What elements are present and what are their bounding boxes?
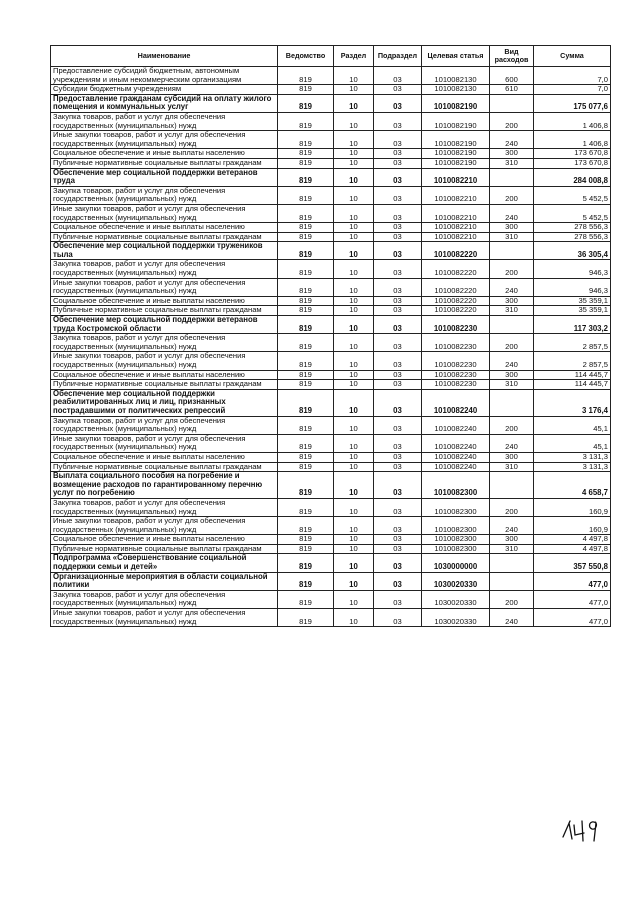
header-amount: Сумма — [534, 46, 611, 67]
cell-target: 1010082300 — [422, 517, 490, 535]
cell-amount: 3 176,4 — [534, 389, 611, 416]
cell-subsection: 03 — [374, 204, 422, 222]
cell-exp-type — [490, 316, 534, 334]
table-row — [51, 94, 611, 112]
cell-exp-type — [490, 242, 534, 260]
cell-name: Иные закупки товаров, работ и услуг для обеспечения государственных (муниципальных) нужд — [51, 352, 278, 370]
cell-amount: 3 131,3 — [534, 462, 611, 472]
cell-amount: 4 497,8 — [534, 544, 611, 554]
cell-target: 1010082190 — [422, 158, 490, 168]
cell-target: 1010082130 — [422, 67, 490, 85]
cell-amount: 45,1 — [534, 416, 611, 434]
cell-name: Обеспечение мер социальной поддержки ветеранов труда — [51, 168, 278, 186]
cell-exp-type: 200 — [490, 112, 534, 130]
header-dept: Ведомство — [278, 46, 334, 67]
cell-exp-type — [490, 168, 534, 186]
table-row — [51, 452, 611, 462]
cell-amount: 2 857,5 — [534, 334, 611, 352]
cell-section: 10 — [334, 186, 374, 204]
cell-name: Социальное обеспечение и иные выплаты населению — [51, 535, 278, 545]
cell-target: 1010082230 — [422, 370, 490, 380]
header-target: Целевая статья — [422, 46, 490, 67]
cell-dept: 819 — [278, 85, 334, 95]
cell-subsection: 03 — [374, 517, 422, 535]
cell-section: 10 — [334, 544, 374, 554]
cell-section: 10 — [334, 370, 374, 380]
cell-dept: 819 — [278, 554, 334, 572]
table-row — [51, 158, 611, 168]
table-row — [51, 131, 611, 149]
cell-name: Закупка товаров, работ и услуг для обеспечения государственных (муниципальных) нужд — [51, 334, 278, 352]
table-row — [51, 334, 611, 352]
cell-subsection: 03 — [374, 352, 422, 370]
cell-section: 10 — [334, 535, 374, 545]
cell-exp-type: 300 — [490, 149, 534, 159]
cell-amount: 160,9 — [534, 498, 611, 516]
cell-target: 1010082300 — [422, 498, 490, 516]
table-row — [51, 186, 611, 204]
cell-section: 10 — [334, 389, 374, 416]
table-row — [51, 554, 611, 572]
cell-section: 10 — [334, 223, 374, 233]
cell-dept: 819 — [278, 232, 334, 242]
cell-dept: 819 — [278, 472, 334, 499]
cell-name: Предоставление гражданам субсидий на оплату жилого помещения и коммунальных услуг — [51, 94, 278, 112]
table-row — [51, 609, 611, 627]
table-row — [51, 204, 611, 222]
cell-dept: 819 — [278, 389, 334, 416]
cell-target: 1010082220 — [422, 260, 490, 278]
cell-dept: 819 — [278, 204, 334, 222]
cell-exp-type: 610 — [490, 85, 534, 95]
cell-subsection: 03 — [374, 131, 422, 149]
cell-dept: 819 — [278, 306, 334, 316]
cell-name: Обеспечение мер социальной поддержки реабилитированных лиц и лиц, признанных пострадавшими от политических репрессий — [51, 389, 278, 416]
cell-name: Предоставление субсидий бюджетным, автономным учреждениям и иным некоммерческим организациям — [51, 67, 278, 85]
cell-amount: 160,9 — [534, 517, 611, 535]
cell-name: Социальное обеспечение и иные выплаты населению — [51, 296, 278, 306]
cell-subsection: 03 — [374, 434, 422, 452]
cell-exp-type: 240 — [490, 131, 534, 149]
cell-name: Социальное обеспечение и иные выплаты населению — [51, 452, 278, 462]
cell-name: Публичные нормативные социальные выплаты гражданам — [51, 158, 278, 168]
cell-dept: 819 — [278, 131, 334, 149]
cell-exp-type — [490, 94, 534, 112]
cell-dept: 819 — [278, 296, 334, 306]
cell-section: 10 — [334, 590, 374, 608]
table-row — [51, 85, 611, 95]
cell-exp-type — [490, 472, 534, 499]
cell-section: 10 — [334, 296, 374, 306]
cell-section: 10 — [334, 306, 374, 316]
cell-subsection: 03 — [374, 389, 422, 416]
cell-section: 10 — [334, 149, 374, 159]
cell-dept: 819 — [278, 242, 334, 260]
cell-dept: 819 — [278, 158, 334, 168]
cell-amount: 36 305,4 — [534, 242, 611, 260]
cell-amount: 4 658,7 — [534, 472, 611, 499]
cell-amount: 946,3 — [534, 278, 611, 296]
cell-target: 1010082230 — [422, 380, 490, 390]
cell-amount: 278 556,3 — [534, 232, 611, 242]
cell-subsection: 03 — [374, 94, 422, 112]
cell-name: Закупка товаров, работ и услуг для обеспечения государственных (муниципальных) нужд — [51, 416, 278, 434]
cell-subsection: 03 — [374, 158, 422, 168]
cell-subsection: 03 — [374, 242, 422, 260]
table-row — [51, 498, 611, 516]
table-body — [51, 67, 611, 627]
cell-section: 10 — [334, 434, 374, 452]
table-row — [51, 517, 611, 535]
cell-amount: 114 445,7 — [534, 380, 611, 390]
cell-target: 1010082210 — [422, 186, 490, 204]
cell-section: 10 — [334, 334, 374, 352]
cell-target: 1010082300 — [422, 472, 490, 499]
cell-dept: 819 — [278, 370, 334, 380]
cell-name: Закупка товаров, работ и услуг для обеспечения государственных (муниципальных) нужд — [51, 260, 278, 278]
cell-exp-type: 240 — [490, 278, 534, 296]
cell-amount: 1 406,8 — [534, 112, 611, 130]
cell-target: 1010082210 — [422, 204, 490, 222]
cell-section: 10 — [334, 85, 374, 95]
table-row — [51, 535, 611, 545]
header-exp-type: Вид расходов — [490, 46, 534, 67]
table-row — [51, 149, 611, 159]
cell-amount: 173 670,8 — [534, 158, 611, 168]
cell-dept: 819 — [278, 112, 334, 130]
cell-amount: 5 452,5 — [534, 186, 611, 204]
cell-dept: 819 — [278, 609, 334, 627]
cell-target: 1010082190 — [422, 131, 490, 149]
cell-subsection: 03 — [374, 306, 422, 316]
cell-subsection: 03 — [374, 67, 422, 85]
cell-subsection: 03 — [374, 590, 422, 608]
cell-dept: 819 — [278, 334, 334, 352]
cell-section: 10 — [334, 131, 374, 149]
cell-dept: 819 — [278, 316, 334, 334]
cell-section: 10 — [334, 380, 374, 390]
cell-exp-type — [490, 554, 534, 572]
cell-subsection: 03 — [374, 168, 422, 186]
cell-name: Иные закупки товаров, работ и услуг для обеспечения государственных (муниципальных) нужд — [51, 517, 278, 535]
cell-target: 1010082210 — [422, 168, 490, 186]
cell-section: 10 — [334, 352, 374, 370]
table-row — [51, 112, 611, 130]
cell-name: Иные закупки товаров, работ и услуг для обеспечения государственных (муниципальных) нужд — [51, 434, 278, 452]
cell-section: 10 — [334, 554, 374, 572]
cell-subsection: 03 — [374, 149, 422, 159]
cell-section: 10 — [334, 242, 374, 260]
cell-target: 1010082240 — [422, 389, 490, 416]
cell-target: 1010082240 — [422, 462, 490, 472]
cell-amount: 477,0 — [534, 590, 611, 608]
cell-exp-type: 200 — [490, 416, 534, 434]
cell-amount: 117 303,2 — [534, 316, 611, 334]
cell-amount: 7,0 — [534, 85, 611, 95]
cell-target: 1010082240 — [422, 416, 490, 434]
cell-dept: 819 — [278, 498, 334, 516]
cell-name: Иные закупки товаров, работ и услуг для обеспечения государственных (муниципальных) нужд — [51, 609, 278, 627]
cell-exp-type — [490, 572, 534, 590]
cell-name: Публичные нормативные социальные выплаты гражданам — [51, 380, 278, 390]
cell-name: Социальное обеспечение и иные выплаты населению — [51, 223, 278, 233]
cell-subsection: 03 — [374, 544, 422, 554]
table-row — [51, 416, 611, 434]
cell-exp-type: 310 — [490, 380, 534, 390]
cell-name: Организационные мероприятия в области социальной политики — [51, 572, 278, 590]
cell-section: 10 — [334, 158, 374, 168]
header-row — [51, 46, 611, 67]
cell-subsection: 03 — [374, 452, 422, 462]
table-row — [51, 242, 611, 260]
cell-dept: 819 — [278, 380, 334, 390]
cell-exp-type: 310 — [490, 306, 534, 316]
cell-target: 1010082220 — [422, 242, 490, 260]
cell-subsection: 03 — [374, 260, 422, 278]
cell-dept: 819 — [278, 535, 334, 545]
cell-section: 10 — [334, 67, 374, 85]
cell-target: 1010082220 — [422, 296, 490, 306]
cell-exp-type: 300 — [490, 370, 534, 380]
cell-name: Субсидии бюджетным учреждениям — [51, 85, 278, 95]
cell-amount: 35 359,1 — [534, 306, 611, 316]
cell-section: 10 — [334, 94, 374, 112]
cell-amount: 477,0 — [534, 572, 611, 590]
cell-name: Закупка товаров, работ и услуг для обеспечения государственных (муниципальных) нужд — [51, 186, 278, 204]
cell-dept: 819 — [278, 572, 334, 590]
cell-section: 10 — [334, 168, 374, 186]
cell-target: 1030020330 — [422, 572, 490, 590]
cell-subsection: 03 — [374, 498, 422, 516]
cell-subsection: 03 — [374, 232, 422, 242]
cell-subsection: 03 — [374, 462, 422, 472]
cell-dept: 819 — [278, 416, 334, 434]
table-row — [51, 168, 611, 186]
cell-exp-type: 240 — [490, 204, 534, 222]
cell-name: Иные закупки товаров, работ и услуг для обеспечения государственных (муниципальных) нужд — [51, 131, 278, 149]
cell-target: 1010082240 — [422, 452, 490, 462]
header-subsection: Подраздел — [374, 46, 422, 67]
cell-name: Публичные нормативные социальные выплаты гражданам — [51, 232, 278, 242]
cell-section: 10 — [334, 232, 374, 242]
cell-amount: 4 497,8 — [534, 535, 611, 545]
cell-exp-type: 600 — [490, 67, 534, 85]
cell-amount: 946,3 — [534, 260, 611, 278]
cell-amount: 173 670,8 — [534, 149, 611, 159]
cell-target: 1030020330 — [422, 609, 490, 627]
cell-subsection: 03 — [374, 370, 422, 380]
cell-dept: 819 — [278, 67, 334, 85]
table-row — [51, 389, 611, 416]
cell-target: 1010082300 — [422, 544, 490, 554]
cell-name: Публичные нормативные социальные выплаты гражданам — [51, 462, 278, 472]
cell-subsection: 03 — [374, 112, 422, 130]
handwritten-page-number — [560, 815, 600, 843]
header-name: Наименование — [51, 46, 278, 67]
cell-amount: 1 406,8 — [534, 131, 611, 149]
cell-amount: 45,1 — [534, 434, 611, 452]
cell-section: 10 — [334, 609, 374, 627]
cell-name: Иные закупки товаров, работ и услуг для обеспечения государственных (муниципальных) нужд — [51, 204, 278, 222]
cell-amount: 2 857,5 — [534, 352, 611, 370]
cell-section: 10 — [334, 204, 374, 222]
cell-section: 10 — [334, 472, 374, 499]
table-row — [51, 590, 611, 608]
table-row — [51, 223, 611, 233]
cell-section: 10 — [334, 316, 374, 334]
cell-section: 10 — [334, 572, 374, 590]
cell-dept: 819 — [278, 149, 334, 159]
cell-subsection: 03 — [374, 316, 422, 334]
cell-amount: 5 452,5 — [534, 204, 611, 222]
cell-section: 10 — [334, 462, 374, 472]
cell-exp-type: 310 — [490, 232, 534, 242]
cell-exp-type: 310 — [490, 158, 534, 168]
cell-amount: 357 550,8 — [534, 554, 611, 572]
cell-dept: 819 — [278, 352, 334, 370]
table-header — [51, 46, 611, 67]
cell-name: Выплата социального пособия на погребение и возмещение расходов по гарантированному перечню услуг по погребению — [51, 472, 278, 499]
cell-exp-type: 200 — [490, 334, 534, 352]
cell-exp-type: 300 — [490, 452, 534, 462]
cell-subsection: 03 — [374, 535, 422, 545]
cell-name: Обеспечение мер социальной поддержки тружеников тыла — [51, 242, 278, 260]
cell-subsection: 03 — [374, 186, 422, 204]
cell-name: Обеспечение мер социальной поддержки ветеранов труда Костромской области — [51, 316, 278, 334]
table-row — [51, 380, 611, 390]
cell-subsection: 03 — [374, 334, 422, 352]
cell-amount: 114 445,7 — [534, 370, 611, 380]
cell-dept: 819 — [278, 544, 334, 554]
cell-name: Закупка товаров, работ и услуг для обеспечения государственных (муниципальных) нужд — [51, 112, 278, 130]
cell-section: 10 — [334, 498, 374, 516]
cell-subsection: 03 — [374, 609, 422, 627]
cell-exp-type: 240 — [490, 609, 534, 627]
cell-section: 10 — [334, 278, 374, 296]
cell-exp-type: 300 — [490, 223, 534, 233]
cell-amount: 477,0 — [534, 609, 611, 627]
cell-subsection: 03 — [374, 278, 422, 296]
cell-target: 1010082190 — [422, 112, 490, 130]
cell-section: 10 — [334, 452, 374, 462]
cell-target: 1010082240 — [422, 434, 490, 452]
cell-name: Иные закупки товаров, работ и услуг для обеспечения государственных (муниципальных) нужд — [51, 278, 278, 296]
cell-subsection: 03 — [374, 472, 422, 499]
table-row — [51, 67, 611, 85]
cell-exp-type: 200 — [490, 590, 534, 608]
cell-target: 1010082230 — [422, 352, 490, 370]
table-row — [51, 278, 611, 296]
cell-exp-type: 200 — [490, 498, 534, 516]
cell-amount: 284 008,8 — [534, 168, 611, 186]
cell-target: 1010082230 — [422, 334, 490, 352]
cell-dept: 819 — [278, 590, 334, 608]
cell-exp-type: 200 — [490, 260, 534, 278]
cell-name: Публичные нормативные социальные выплаты гражданам — [51, 306, 278, 316]
cell-dept: 819 — [278, 462, 334, 472]
cell-target: 1010082190 — [422, 149, 490, 159]
cell-dept: 819 — [278, 168, 334, 186]
cell-dept: 819 — [278, 452, 334, 462]
cell-amount: 278 556,3 — [534, 223, 611, 233]
cell-dept: 819 — [278, 223, 334, 233]
table-row — [51, 572, 611, 590]
cell-dept: 819 — [278, 94, 334, 112]
cell-subsection: 03 — [374, 380, 422, 390]
cell-name: Публичные нормативные социальные выплаты гражданам — [51, 544, 278, 554]
cell-target: 1030020330 — [422, 590, 490, 608]
budget-table — [50, 45, 611, 627]
cell-exp-type: 300 — [490, 535, 534, 545]
table-row — [51, 352, 611, 370]
cell-target: 1010082300 — [422, 535, 490, 545]
cell-target: 1030000000 — [422, 554, 490, 572]
table-row — [51, 316, 611, 334]
cell-section: 10 — [334, 517, 374, 535]
cell-amount: 175 077,6 — [534, 94, 611, 112]
cell-amount: 35 359,1 — [534, 296, 611, 306]
cell-target: 1010082220 — [422, 306, 490, 316]
cell-name: Социальное обеспечение и иные выплаты населению — [51, 149, 278, 159]
cell-name: Закупка товаров, работ и услуг для обеспечения государственных (муниципальных) нужд — [51, 590, 278, 608]
cell-target: 1010082130 — [422, 85, 490, 95]
cell-exp-type: 310 — [490, 544, 534, 554]
cell-name: Социальное обеспечение и иные выплаты населению — [51, 370, 278, 380]
cell-exp-type — [490, 389, 534, 416]
cell-dept: 819 — [278, 517, 334, 535]
cell-subsection: 03 — [374, 416, 422, 434]
cell-subsection: 03 — [374, 85, 422, 95]
cell-target: 1010082210 — [422, 232, 490, 242]
cell-subsection: 03 — [374, 572, 422, 590]
cell-exp-type: 310 — [490, 462, 534, 472]
cell-name: Закупка товаров, работ и услуг для обеспечения государственных (муниципальных) нужд — [51, 498, 278, 516]
cell-dept: 819 — [278, 434, 334, 452]
cell-target: 1010082190 — [422, 94, 490, 112]
cell-section: 10 — [334, 260, 374, 278]
cell-amount: 7,0 — [534, 67, 611, 85]
cell-subsection: 03 — [374, 223, 422, 233]
cell-name: Подпрограмма «Совершенствование социальной поддержки семьи и детей» — [51, 554, 278, 572]
header-section: Раздел — [334, 46, 374, 67]
cell-subsection: 03 — [374, 554, 422, 572]
cell-subsection: 03 — [374, 296, 422, 306]
cell-section: 10 — [334, 416, 374, 434]
cell-amount: 3 131,3 — [534, 452, 611, 462]
cell-exp-type: 240 — [490, 352, 534, 370]
cell-exp-type: 200 — [490, 186, 534, 204]
cell-section: 10 — [334, 112, 374, 130]
table-row — [51, 472, 611, 499]
table-row — [51, 434, 611, 452]
cell-target: 1010082220 — [422, 278, 490, 296]
cell-dept: 819 — [278, 260, 334, 278]
cell-exp-type: 300 — [490, 296, 534, 306]
cell-target: 1010082210 — [422, 223, 490, 233]
cell-dept: 819 — [278, 186, 334, 204]
cell-exp-type: 240 — [490, 517, 534, 535]
cell-exp-type: 240 — [490, 434, 534, 452]
cell-target: 1010082230 — [422, 316, 490, 334]
cell-dept: 819 — [278, 278, 334, 296]
table-row — [51, 260, 611, 278]
